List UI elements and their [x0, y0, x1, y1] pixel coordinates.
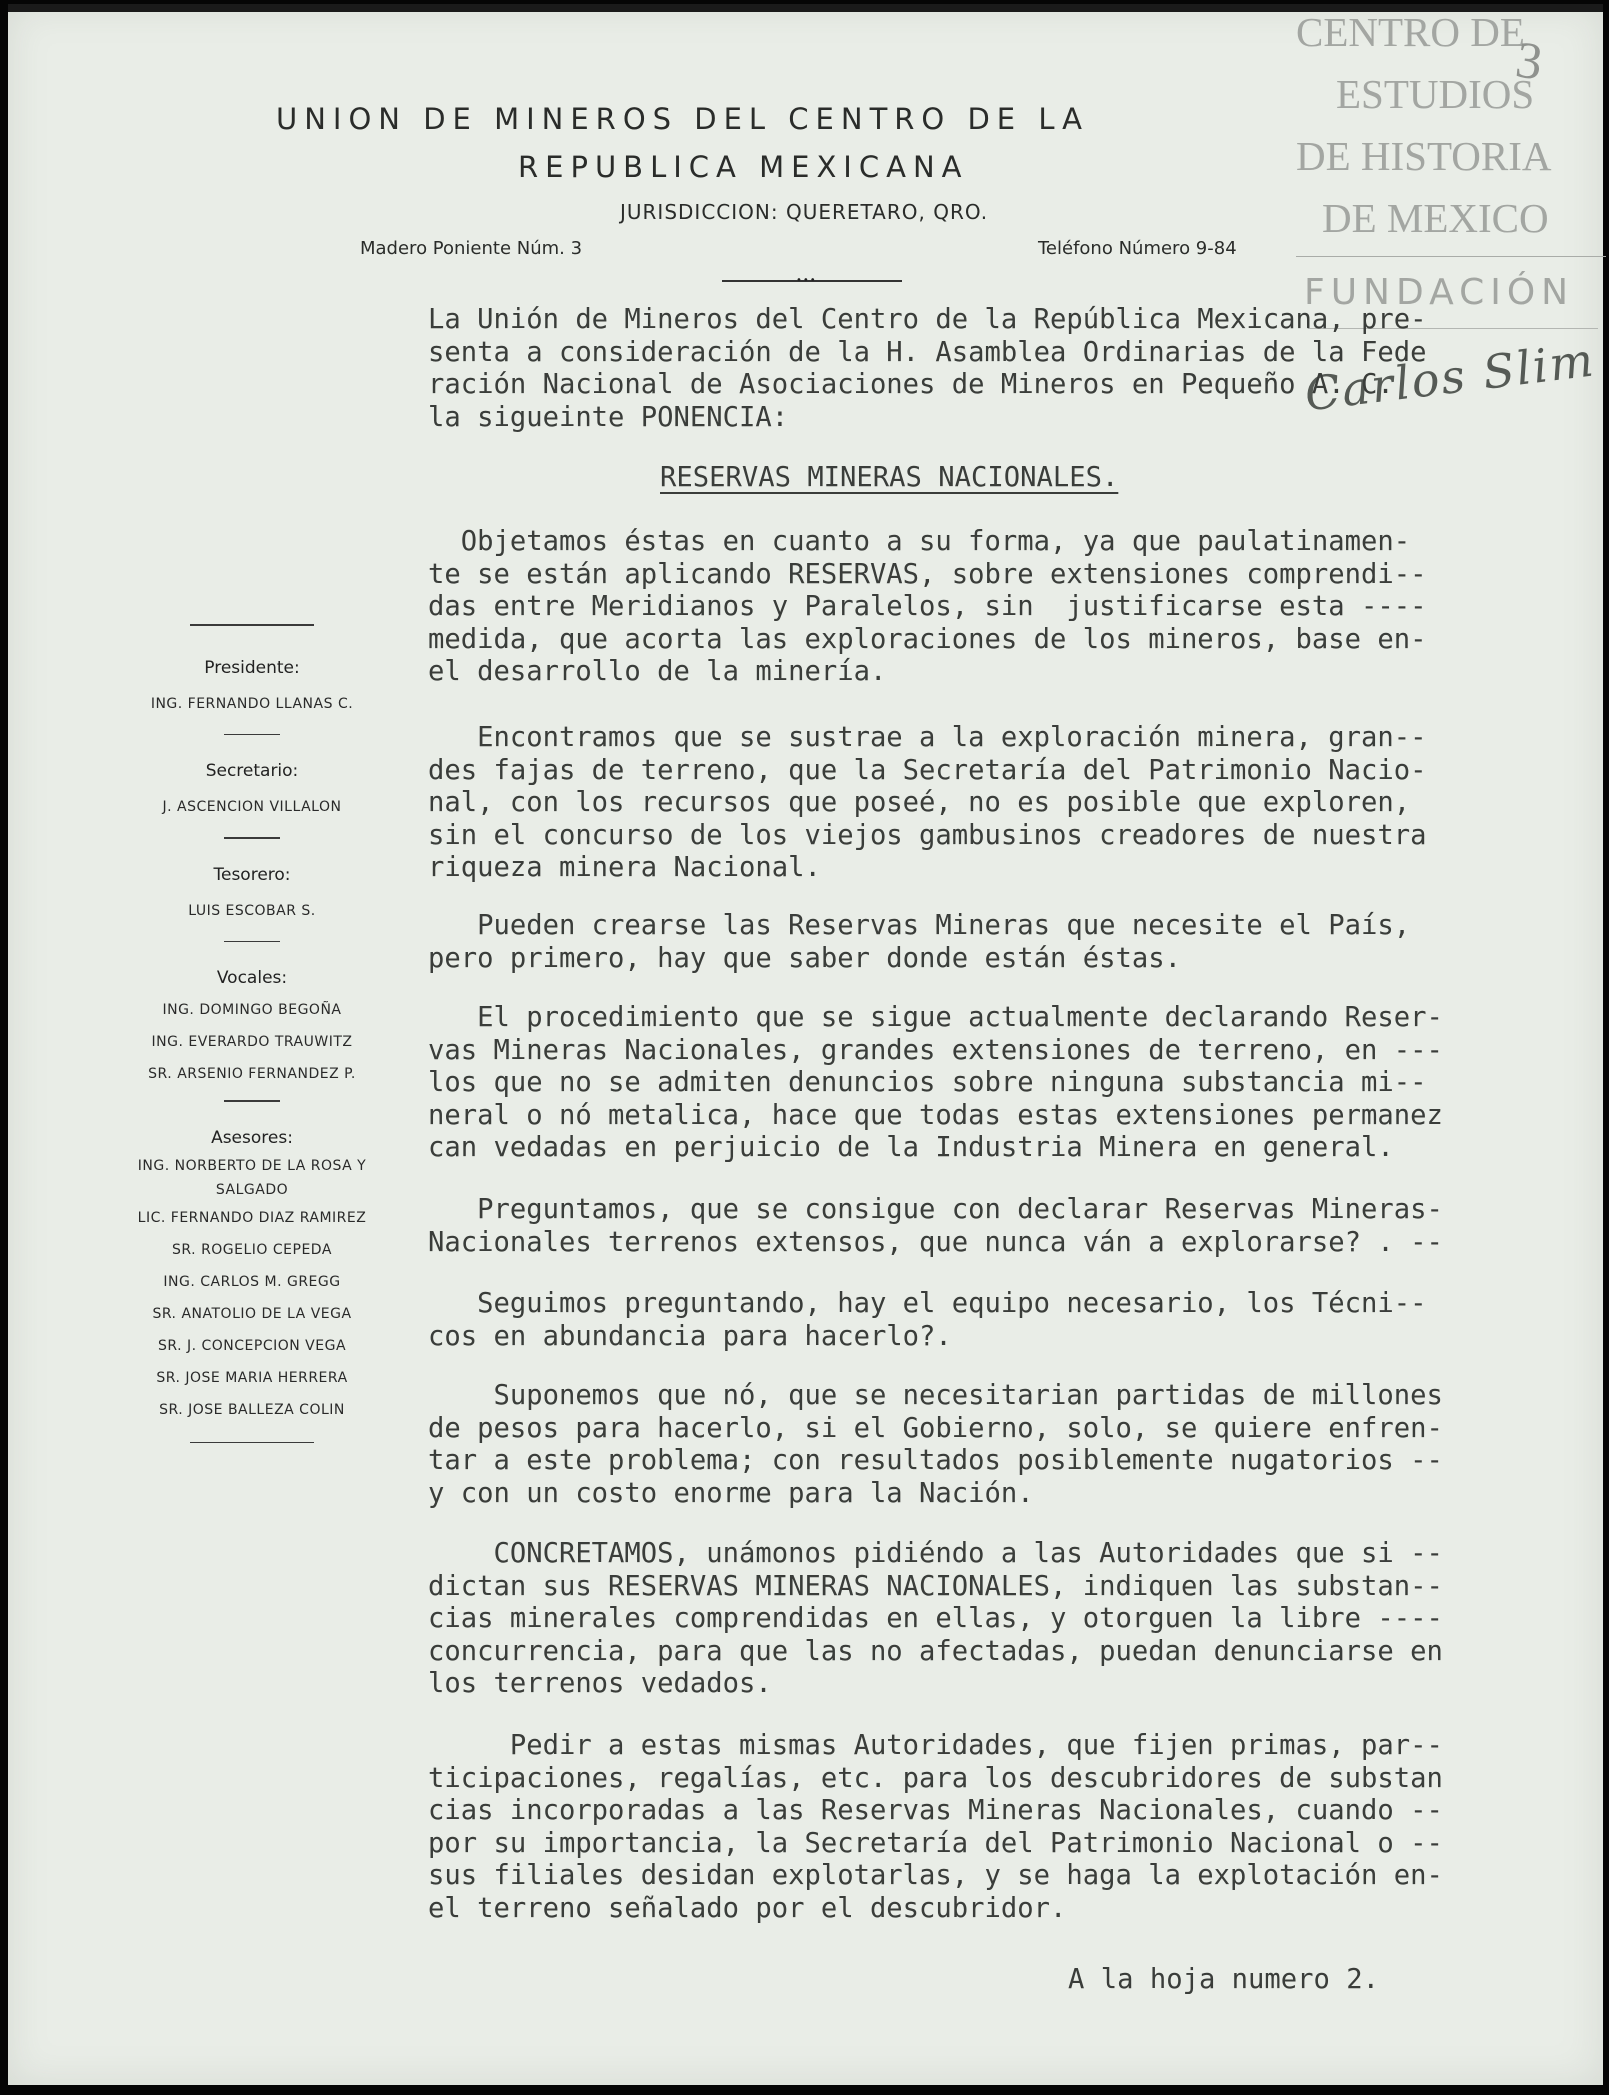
paragraph [428, 722, 1426, 885]
paragraph [428, 910, 1410, 975]
text-line: Suponemos que nó, que se necesitarian partidas de millones [428, 1380, 1443, 1411]
text-line: dictan sus RESERVAS MINERAS NACIONALES, indiquen las substan-- [428, 1570, 1443, 1602]
treasurer-title: Tesorero: [213, 864, 291, 885]
vocal-name: SR. ARSENIO FERNANDEZ P. [148, 1066, 356, 1082]
stamp-line: ESTUDIOS [1336, 71, 1535, 117]
text-line: el terreno señalado por el descubridor. [428, 1892, 1067, 1924]
text-line: riqueza minera Nacional. [428, 852, 821, 884]
vocal-name: ING. EVERARDO TRAUWITZ [151, 1034, 353, 1050]
document-title: RESERVAS MINERAS NACIONALES. [660, 462, 1119, 493]
paragraph [428, 1538, 1443, 1701]
text-line: cos en abundancia para hacerlo?. [428, 1320, 952, 1352]
text-line: La Unión de Mineros del Centro de la República Mexicana, pre- [428, 304, 1427, 335]
text-line: Encontramos que se sustrae a la exploración minera, gran-- [428, 722, 1427, 753]
text-line: de pesos para hacerlo, si el Gobierno, solo, se quiere enfren- [428, 1412, 1443, 1444]
text-line: Seguimos preguntando, hay el equipo necesario, los Técni-- [428, 1288, 1427, 1319]
handwritten-page-number: 3 [1512, 31, 1546, 92]
sidebar-divider [224, 941, 280, 943]
letterhead-phone: Teléfono Número 9-84 [1038, 238, 1237, 259]
officers-sidebar [92, 624, 412, 1443]
text-line: senta a consideración de la H. Asamblea Ordinarias de la Fede [428, 336, 1427, 368]
asesor-name: SR. ANATOLIO DE LA VEGA [152, 1305, 352, 1322]
asesores-block [92, 1128, 412, 1426]
text-line: Objetamos éstas en cuanto a su forma, ya que paulatinamen- [428, 526, 1411, 557]
text-line: Pueden crearse las Reservas Mineras que necesite el País, [428, 910, 1411, 941]
text-line: el desarrollo de la minería. [428, 656, 887, 688]
secretary-title: Secretario: [205, 761, 299, 781]
paragraph [428, 1380, 1443, 1510]
text-line: des fajas de terreno, que la Secretaría del Patrimonio Nacio- [428, 754, 1427, 786]
text-line: El procedimiento que se sigue actualmente declarando Reser- [428, 1002, 1443, 1033]
asesor-name: SR. JOSE MARIA HERRERA [156, 1369, 348, 1386]
text-line: y con un costo enorme para la Nación. [428, 1477, 1034, 1509]
text-line: Pedir a estas mismas Autoridades, que fijen primas, par-- [428, 1730, 1443, 1761]
text-line: pero primero, hay que saber donde están éstas. [428, 942, 1181, 974]
vocal-name: ING. DOMINGO BEGOÑA [162, 1002, 342, 1018]
asesor-name: ING. CARLOS M. GREGG [163, 1273, 341, 1290]
stamp-line: DE MEXICO [1322, 195, 1549, 241]
paragraph [428, 1194, 1443, 1259]
text-line: Nacionales terrenos extensos, que nunca ván a explorarse? . -- [428, 1226, 1443, 1258]
text-line: la sigueinte PONENCIA: [428, 401, 789, 433]
text-line: los terrenos vedados. [428, 1668, 772, 1700]
continuation-note: A la hoja numero 2. [1068, 1964, 1379, 1995]
letterhead-address: Madero Poniente Núm. 3 [360, 238, 583, 259]
sidebar-divider [190, 624, 314, 626]
letterhead-title-line1: UNION DE MINEROS DEL CENTRO DE LA [276, 102, 1090, 136]
sidebar-divider [224, 734, 280, 736]
text-line: ticipaciones, regalías, etc. para los descubridores de substan [428, 1762, 1443, 1794]
text-line: cias minerales comprendidas en ellas, y otorguen la libre ---- [428, 1603, 1443, 1635]
letterhead-title-line2: REPUBLICA MEXICANA [518, 150, 969, 184]
text-line: te se están aplicando RESERVAS, sobre extensiones comprendi-- [428, 558, 1427, 590]
stamp-line: CENTRO DE [1296, 9, 1525, 55]
text-line: das entre Meridianos y Paralelos, sin justificarse esta ---- [428, 591, 1427, 623]
paragraph [428, 1288, 1426, 1353]
president-block [92, 658, 412, 720]
secretary-block [92, 761, 412, 823]
text-line: ración Nacional de Asociaciones de Mineros en Pequeño A. C. [428, 369, 1394, 401]
asesor-name: SR. J. CONCEPCION VEGA [157, 1337, 347, 1354]
asesor-name: SALGADO [215, 1181, 289, 1198]
paragraph [428, 526, 1426, 689]
sidebar-divider [190, 1442, 314, 1444]
president-name: ING. FERNANDO LLANAS C. [150, 695, 354, 712]
intro-paragraph [428, 304, 1426, 434]
treasurer-block [92, 865, 412, 927]
text-line: Preguntamos, que se consigue con declarar Reservas Mineras- [428, 1194, 1443, 1225]
letterhead-divider-ornament: ••• [796, 275, 817, 286]
stamp-divider [1296, 256, 1606, 257]
stamp-line: DE HISTORIA [1296, 133, 1552, 179]
secretary-name: J. ASCENCION VILLALON [162, 799, 342, 815]
text-line: can vedadas en perjuicio de la Industria Minera en general. [428, 1132, 1394, 1164]
text-line: concurrencia, para que las no afectadas, puedan denunciarse en [428, 1635, 1443, 1667]
president-title: Presidente: [204, 657, 300, 678]
text-line: CONCRETAMOS, unámonos pidiéndo a las Autoridades que si -- [428, 1538, 1443, 1569]
asesor-name: SR. ROGELIO CEPEDA [172, 1241, 332, 1258]
paragraph [428, 1002, 1443, 1165]
text-line: vas Mineras Nacionales, grandes extensiones de terreno, en --- [428, 1034, 1443, 1066]
text-line: medida, que acorta las exploraciones de los mineros, base en- [428, 623, 1427, 655]
text-line: cias incorporadas a las Reservas Mineras Nacionales, cuando -- [428, 1795, 1443, 1827]
letterhead-jurisdiction: JURISDICCION: QUERETARO, QRO. [620, 200, 989, 224]
text-line: neral o nó metalica, hace que todas estas extensiones permanez [428, 1099, 1443, 1131]
text-line: por su importancia, la Secretaría del Patrimonio Nacional o -- [428, 1827, 1443, 1859]
asesor-name: SR. JOSE BALLEZA COLIN [159, 1401, 345, 1418]
text-line: los que no se admiten denuncios sobre ninguna substancia mi-- [428, 1067, 1427, 1099]
stamp-foundation: FUNDACIÓN [1304, 272, 1575, 313]
asesores-title: Asesores: [211, 1127, 293, 1148]
vocales-title: Vocales: [216, 968, 288, 988]
document-page [8, 4, 1603, 2085]
sidebar-divider [224, 837, 280, 839]
text-line: sus filiales desidan explotarlas, y se haga la explotación en- [428, 1860, 1443, 1892]
sidebar-divider [224, 1100, 280, 1102]
asesor-name: ING. NORBERTO DE LA ROSA Y [137, 1157, 367, 1174]
text-line: nal, con los recursos que poseé, no es posible que exploren, [428, 787, 1411, 819]
vocales-block [92, 968, 412, 1090]
paragraph [428, 1730, 1443, 1926]
asesor-name: LIC. FERNANDO DIAZ RAMIREZ [137, 1209, 367, 1226]
text-line: sin el concurso de los viejos gambusinos creadores de nuestra [428, 819, 1427, 851]
handwritten-signature: Carlos Slim [1301, 332, 1599, 422]
treasurer-name: LUIS ESCOBAR S. [188, 902, 316, 919]
text-line: tar a este problema; con resultados posiblemente nugatorios -- [428, 1445, 1443, 1477]
